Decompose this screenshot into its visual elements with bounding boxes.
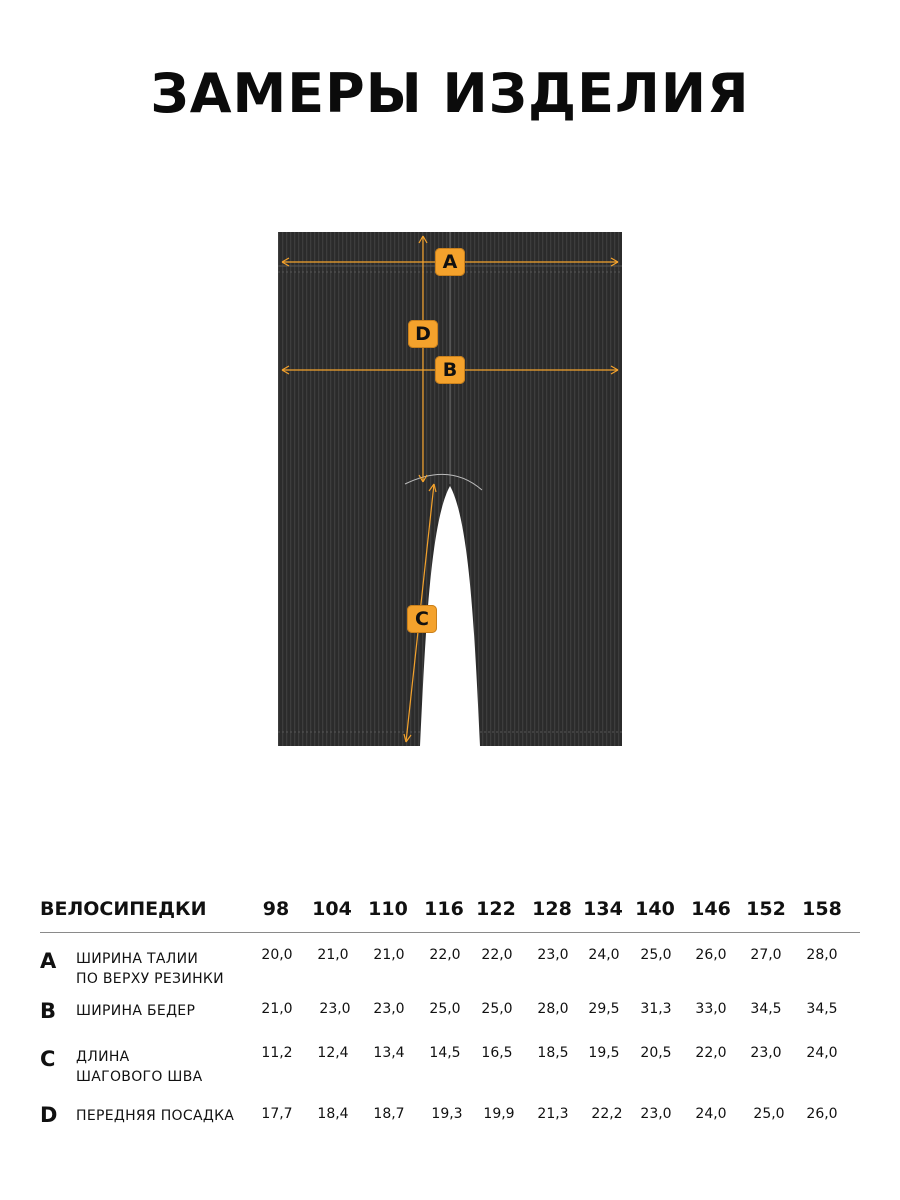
value-cell: 14,5 — [429, 1045, 461, 1061]
size-header: 128 — [532, 898, 572, 920]
size-header: 140 — [635, 898, 675, 920]
value-cell: 22,0 — [481, 947, 513, 963]
row-description — [76, 1047, 203, 1087]
value-cell: 23,0 — [319, 1001, 351, 1017]
size-header: 134 — [583, 898, 623, 920]
value-cell: 34,5 — [806, 1001, 838, 1017]
table-row — [40, 933, 860, 989]
value-cell: 21,3 — [537, 1106, 569, 1122]
value-cell: 18,5 — [537, 1045, 569, 1061]
label-c-badge: C — [407, 605, 437, 633]
value-cell: 33,0 — [695, 1001, 727, 1017]
size-header: 98 — [262, 898, 290, 920]
row-description — [76, 1001, 195, 1021]
row-desc-line: ПО ВЕРХУ РЕЗИНКИ — [76, 971, 224, 987]
value-cell: 11,2 — [261, 1045, 293, 1061]
value-cell: 23,0 — [537, 947, 569, 963]
value-cell: 22,2 — [591, 1106, 623, 1122]
value-cell: 21,0 — [373, 947, 405, 963]
row-desc-line: ПЕРЕДНЯЯ ПОСАДКА — [76, 1108, 235, 1124]
value-cell: 25,0 — [481, 1001, 513, 1017]
page-title: ЗАМЕРЫ ИЗДЕЛИЯ — [150, 62, 750, 125]
size-header: 158 — [802, 898, 842, 920]
bike-shorts-drawing — [270, 222, 630, 752]
value-cell: 23,0 — [640, 1106, 672, 1122]
size-header: 116 — [424, 898, 464, 920]
value-cell: 21,0 — [261, 1001, 293, 1017]
value-cell: 28,0 — [806, 947, 838, 963]
row-letter: C — [40, 1047, 56, 1071]
table-row — [40, 989, 860, 1039]
value-cell: 19,9 — [483, 1106, 515, 1122]
value-cell: 20,0 — [261, 947, 293, 963]
row-desc-line: ШАГОВОГО ШВА — [76, 1069, 203, 1085]
row-description — [76, 1106, 234, 1126]
size-header: 152 — [746, 898, 786, 920]
label-d-badge: D — [408, 320, 438, 348]
size-table-header — [40, 890, 860, 933]
size-header: 122 — [476, 898, 516, 920]
row-letter: B — [40, 999, 57, 1023]
value-cell: 25,0 — [640, 947, 672, 963]
value-cell: 24,0 — [806, 1045, 838, 1061]
value-cell: 24,0 — [695, 1106, 727, 1122]
value-cell: 23,0 — [373, 1001, 405, 1017]
size-header: 110 — [368, 898, 408, 920]
row-letter: D — [40, 1103, 58, 1127]
value-cell: 18,7 — [373, 1106, 405, 1122]
value-cell: 19,3 — [431, 1106, 463, 1122]
size-table — [40, 890, 860, 1145]
label-a-badge: A — [435, 248, 465, 276]
row-letter: A — [40, 949, 57, 973]
value-cell: 26,0 — [695, 947, 727, 963]
garment-figure — [270, 222, 630, 752]
value-cell: 25,0 — [753, 1106, 785, 1122]
value-cell: 28,0 — [537, 1001, 569, 1017]
value-cell: 22,0 — [695, 1045, 727, 1061]
size-header: 104 — [312, 898, 352, 920]
table-row — [40, 1095, 860, 1145]
value-cell: 13,4 — [373, 1045, 405, 1061]
value-cell: 19,5 — [588, 1045, 620, 1061]
value-cell: 22,0 — [429, 947, 461, 963]
value-cell: 18,4 — [317, 1106, 349, 1122]
value-cell: 23,0 — [750, 1045, 782, 1061]
product-name: ВЕЛОСИПЕДКИ — [40, 898, 207, 920]
table-row — [40, 1039, 860, 1095]
value-cell: 31,3 — [640, 1001, 672, 1017]
row-description — [76, 949, 224, 989]
value-cell: 17,7 — [261, 1106, 293, 1122]
value-cell: 27,0 — [750, 947, 782, 963]
value-cell: 24,0 — [588, 947, 620, 963]
size-header: 146 — [691, 898, 731, 920]
value-cell: 25,0 — [429, 1001, 461, 1017]
value-cell: 29,5 — [588, 1001, 620, 1017]
value-cell: 26,0 — [806, 1106, 838, 1122]
row-desc-line: ШИРИНА ТАЛИИ — [76, 951, 199, 967]
row-desc-line: ШИРИНА БЕДЕР — [76, 1003, 196, 1019]
row-desc-line: ДЛИНА — [76, 1049, 130, 1065]
value-cell: 20,5 — [640, 1045, 672, 1061]
value-cell: 34,5 — [750, 1001, 782, 1017]
value-cell: 16,5 — [481, 1045, 513, 1061]
label-b-badge: B — [435, 356, 465, 384]
value-cell: 21,0 — [317, 947, 349, 963]
value-cell: 12,4 — [317, 1045, 349, 1061]
